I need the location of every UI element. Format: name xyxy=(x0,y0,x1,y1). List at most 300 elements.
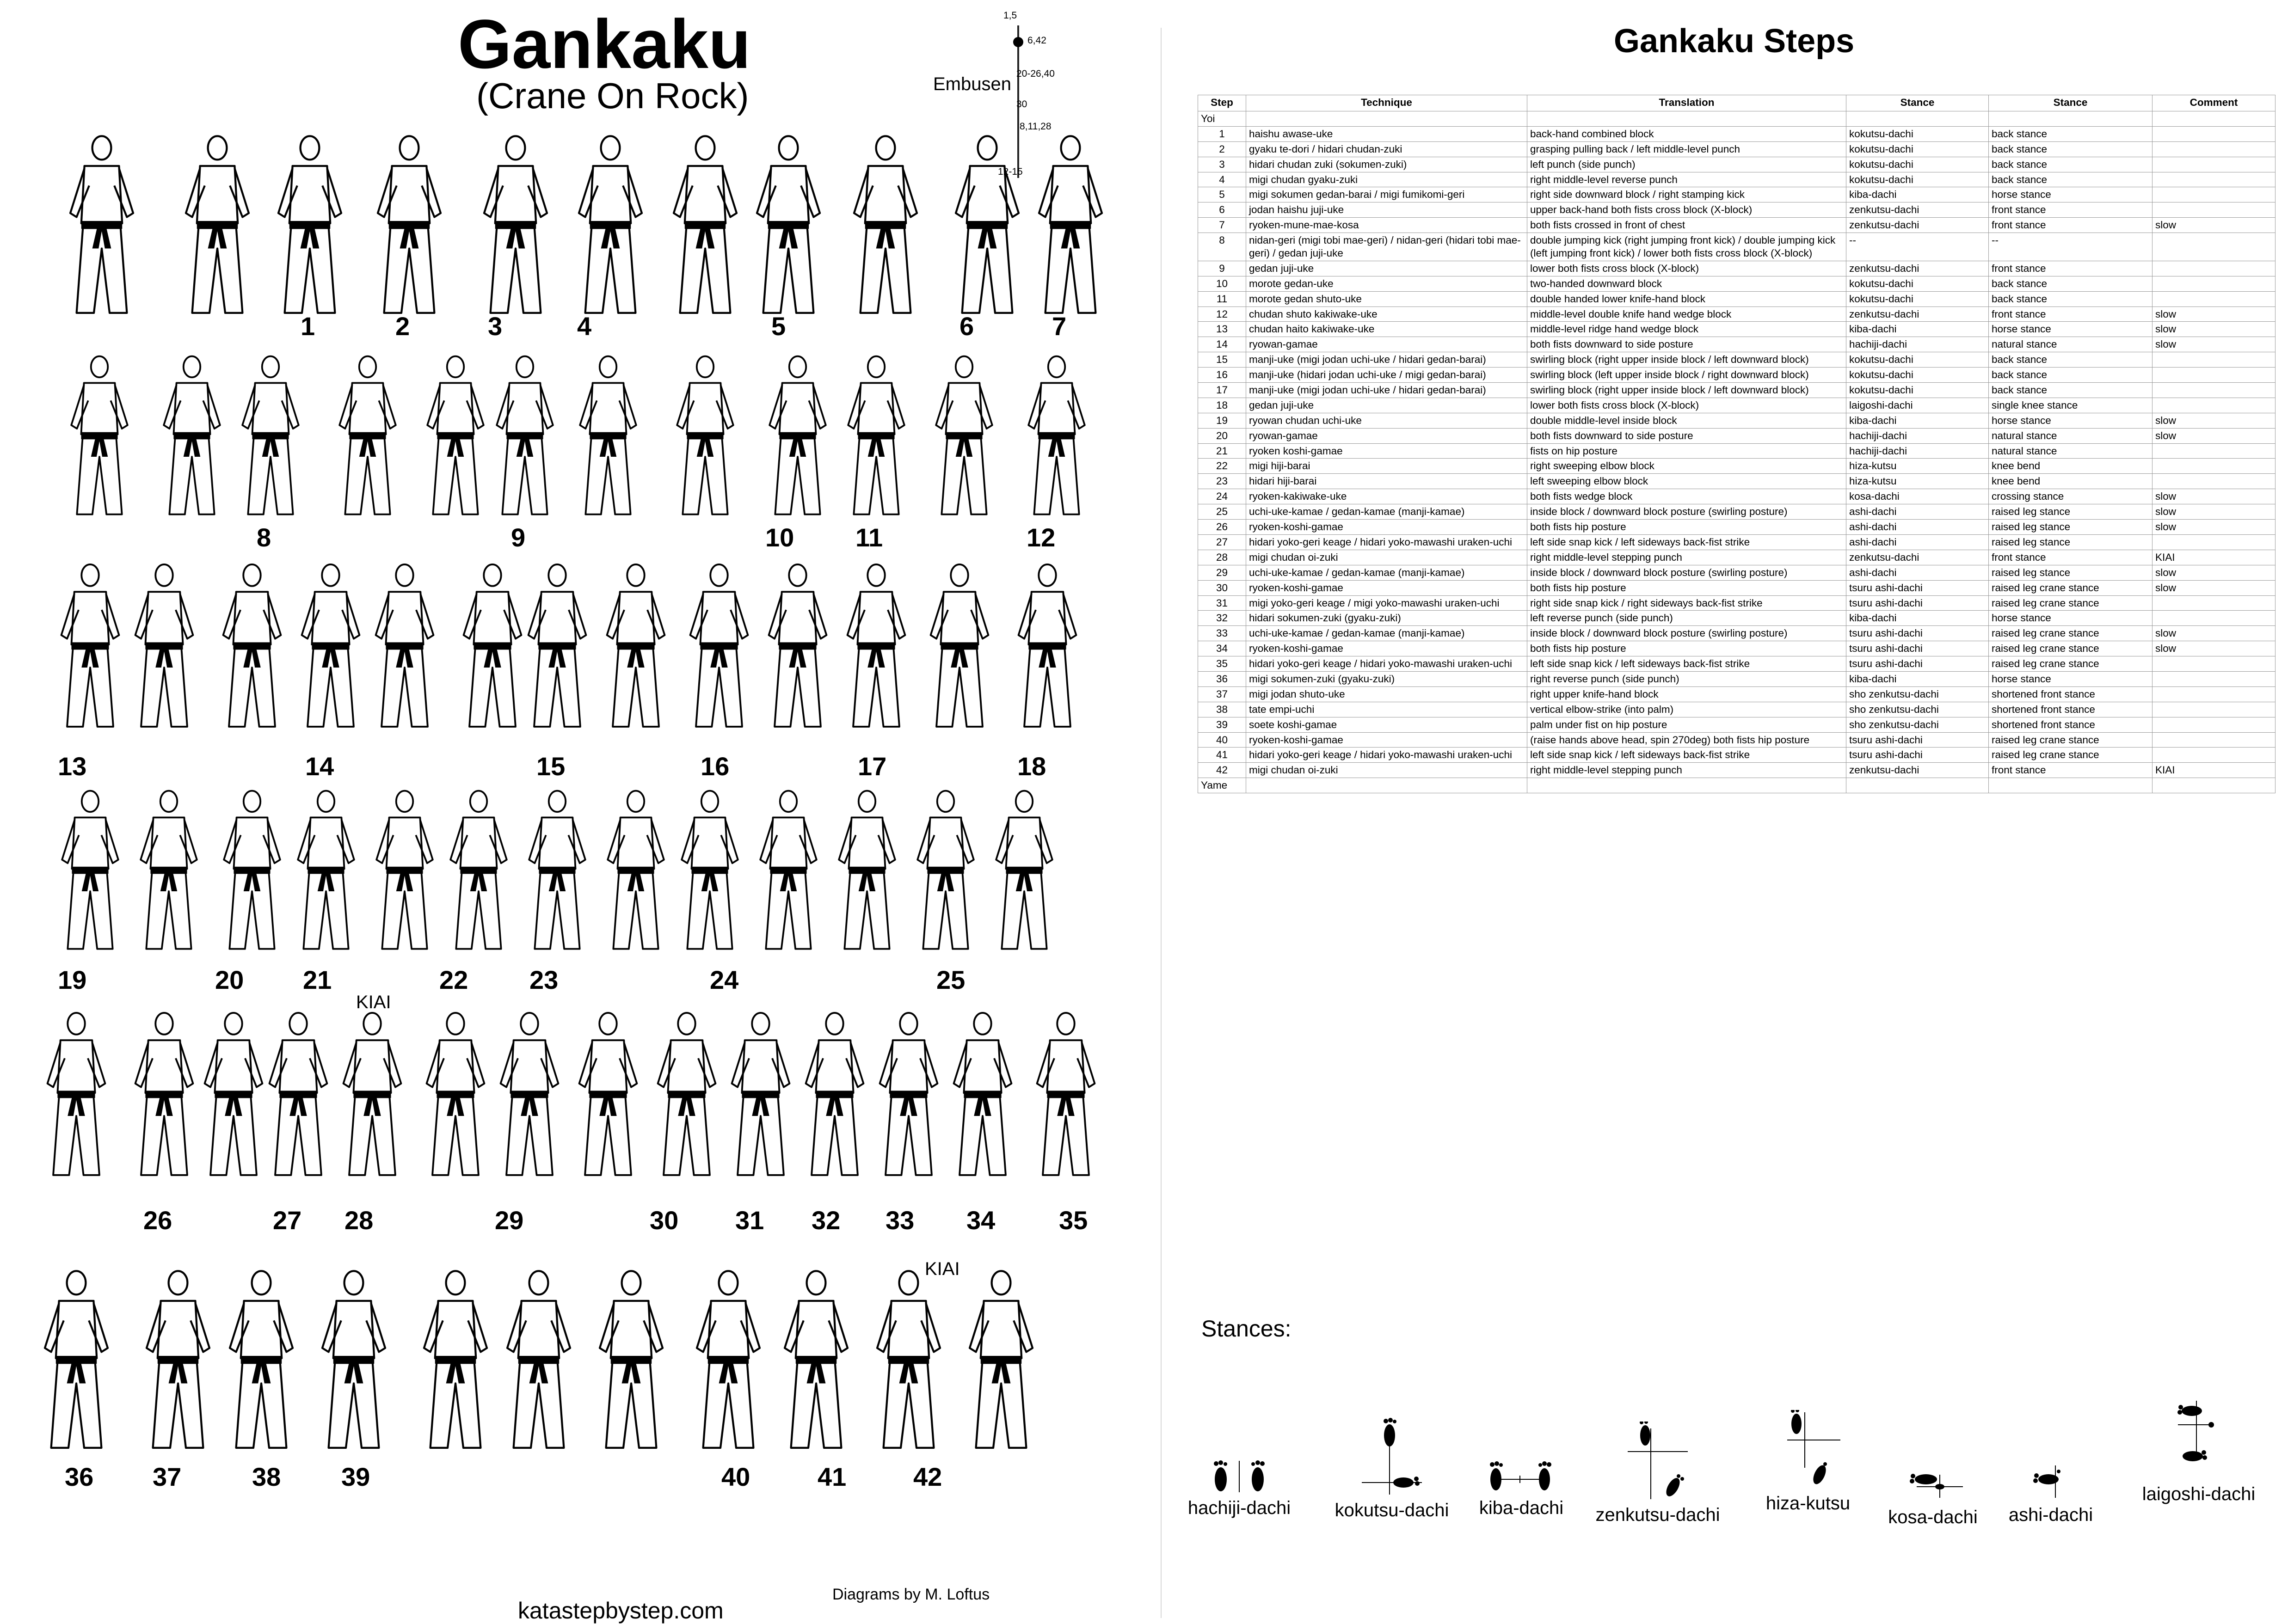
table-cell: hidari sokumen-zuki (gyaku-zuki) xyxy=(1246,611,1527,626)
table-cell: left side snap kick / left sideways back-fist strike xyxy=(1527,534,1846,550)
stance-zenkutsu-dachi xyxy=(1595,1422,1720,1528)
step-cell: 18 xyxy=(1198,398,1246,413)
stance-label: kosa-dachi xyxy=(1888,1507,1978,1527)
table-cell: middle-level ridge hand wedge block xyxy=(1527,322,1846,337)
table-cell xyxy=(2153,702,2276,717)
step-cell: 29 xyxy=(1198,565,1246,580)
karateka-figure-icon xyxy=(314,1262,393,1465)
table-row xyxy=(1198,641,2276,656)
karateka-figure-icon xyxy=(213,559,291,740)
table-cell: kiba-dachi xyxy=(1846,671,1989,686)
table-row xyxy=(1198,520,2276,535)
embusen-mark: 8,11,28 xyxy=(1020,121,1052,132)
table-cell xyxy=(1246,778,1527,793)
karateka-figure-icon xyxy=(490,1008,569,1188)
table-cell: morote gedan-uke xyxy=(1246,276,1527,291)
table-cell: zenkutsu-dachi xyxy=(1846,306,1989,322)
table-cell xyxy=(2153,261,2276,276)
step-number: 4 xyxy=(577,312,592,341)
karateka-figure-icon xyxy=(925,351,1003,527)
table-cell: swirling block (right upper inside block / left downward block) xyxy=(1527,352,1846,368)
table-row xyxy=(1198,306,2276,322)
karateka-figure-icon xyxy=(153,351,231,527)
table-header-row xyxy=(1198,95,2276,111)
embusen-mark: 30 xyxy=(1016,99,1027,110)
kata-title: Gankaku xyxy=(458,5,751,83)
table-cell: ryowan-gamae xyxy=(1246,337,1527,352)
table-cell: ashi-dachi xyxy=(1846,504,1989,520)
table-cell: hidari yoko-geri keage / hidari yoko-mawashi uraken-uchi xyxy=(1246,656,1527,672)
karateka-figure-icon xyxy=(213,786,291,962)
embusen-mark: 6,42 xyxy=(1027,35,1046,46)
table-cell: double middle-level inside block xyxy=(1527,413,1846,428)
table-cell: ryowan chudan uchi-uke xyxy=(1246,413,1527,428)
karateka-figure-icon xyxy=(365,559,444,740)
karateka-figure-icon xyxy=(231,351,310,527)
stance-kiba-dachi xyxy=(1459,1415,1584,1521)
table-cell: hidari hiji-barai xyxy=(1246,474,1527,489)
karateka-figure-icon xyxy=(518,559,597,740)
karateka-figure-icon xyxy=(37,1262,116,1465)
table-cell: tsuru ashi-dachi xyxy=(1846,641,1989,656)
step-cell: 6 xyxy=(1198,202,1246,218)
karateka-figure-icon xyxy=(571,129,650,328)
step-cell: 16 xyxy=(1198,368,1246,383)
table-row xyxy=(1198,489,2276,504)
karateka-figure-icon xyxy=(569,351,647,527)
karateka-figure-icon xyxy=(906,786,985,962)
karateka-figure-icon xyxy=(129,786,208,962)
table-cell xyxy=(2153,383,2276,398)
table-cell xyxy=(2153,748,2276,763)
table-cell: right side downward block / right stamping kick xyxy=(1527,187,1846,202)
table-cell xyxy=(1846,778,1989,793)
karateka-figure-icon xyxy=(795,1008,874,1188)
karateka-figure-icon xyxy=(846,129,925,328)
karateka-figure-icon xyxy=(416,351,495,527)
table-cell xyxy=(2153,276,2276,291)
table-cell: both fists downward to side posture xyxy=(1527,428,1846,443)
table-cell: inside block / downward block posture (swirling posture) xyxy=(1527,565,1846,580)
karateka-figure-icon xyxy=(139,1262,217,1465)
table-cell: sho zenkutsu-dachi xyxy=(1846,702,1989,717)
table-cell: tsuru ashi-dachi xyxy=(1846,732,1989,748)
kiba-dachi-footprint-icon xyxy=(1459,1415,1584,1493)
table-cell: single knee stance xyxy=(1989,398,2153,413)
karateka-figure-icon xyxy=(37,1008,116,1188)
table-cell: KIAI xyxy=(2153,550,2276,565)
table-cell: raised leg crane stance xyxy=(1989,626,2153,641)
table-row xyxy=(1198,413,2276,428)
table-row xyxy=(1198,656,2276,672)
table-cell: horse stance xyxy=(1989,187,2153,202)
table-cell xyxy=(2153,202,2276,218)
stance-kokutsu-dachi xyxy=(1329,1417,1454,1523)
karateka-figure-icon xyxy=(920,559,999,740)
table-row xyxy=(1198,233,2276,261)
step-number: 7 xyxy=(1052,312,1067,341)
step-cell: 26 xyxy=(1198,520,1246,535)
table-cell: back stance xyxy=(1989,126,2153,141)
step-number: 6 xyxy=(959,312,974,341)
table-cell: kiba-dachi xyxy=(1846,322,1989,337)
table-cell xyxy=(2153,443,2276,459)
step-cell: 38 xyxy=(1198,702,1246,717)
table-cell: hachiji-dachi xyxy=(1846,428,1989,443)
karateka-figure-icon xyxy=(51,559,129,740)
table-cell: both fists hip posture xyxy=(1527,641,1846,656)
step-number: 35 xyxy=(1059,1206,1088,1235)
table-cell: uchi-uke-kamae / gedan-kamae (manji-kamae) xyxy=(1246,504,1527,520)
karateka-figure-icon xyxy=(721,1008,800,1188)
table-cell: lower both fists cross block (X-block) xyxy=(1527,261,1846,276)
step-cell: 39 xyxy=(1198,717,1246,732)
table-cell: ryoken koshi-gamae xyxy=(1246,443,1527,459)
step-number: 15 xyxy=(536,752,566,781)
step-number: 42 xyxy=(913,1462,942,1491)
table-cell: uchi-uke-kamae / gedan-kamae (manji-kamae) xyxy=(1246,565,1527,580)
karateka-figure-icon xyxy=(287,786,365,962)
table-cell: double jumping kick (right jumping front kick) / double jumping kick (left jumping front kick) / lower both fists cross block (X-block) xyxy=(1527,233,1846,261)
table-cell xyxy=(2153,778,2276,793)
step-number: 34 xyxy=(966,1206,996,1235)
table-cell: gedan juji-uke xyxy=(1246,261,1527,276)
step-number: 2 xyxy=(395,312,410,341)
karateka-figure-icon xyxy=(1017,351,1096,527)
table-cell: morote gedan shuto-uke xyxy=(1246,291,1527,306)
table-cell: kiba-dachi xyxy=(1846,187,1989,202)
laigoshi-dachi-footprint-icon xyxy=(2136,1401,2261,1479)
stances-title: Stances: xyxy=(1201,1316,1292,1342)
table-cell xyxy=(2153,611,2276,626)
table-cell: ryoken-koshi-gamae xyxy=(1246,580,1527,595)
table-cell: slow xyxy=(2153,580,2276,595)
table-cell xyxy=(1527,778,1846,793)
karateka-figure-icon xyxy=(948,129,1027,328)
step-number: 5 xyxy=(771,312,786,341)
karateka-figure-icon xyxy=(666,129,744,328)
table-cell: kokutsu-dachi xyxy=(1846,276,1989,291)
table-cell: grasping pulling back / left middle-level punch xyxy=(1527,141,1846,157)
karateka-figure-icon xyxy=(125,1008,203,1188)
step-cell: 14 xyxy=(1198,337,1246,352)
step-number: 25 xyxy=(936,965,966,994)
table-cell: front stance xyxy=(1989,202,2153,218)
table-row xyxy=(1198,626,2276,641)
table-cell xyxy=(1846,111,1989,127)
table-cell: swirling block (right upper inside block / left downward block) xyxy=(1527,383,1846,398)
table-cell xyxy=(2153,717,2276,732)
table-cell: raised leg crane stance xyxy=(1989,580,2153,595)
table-cell: back stance xyxy=(1989,291,2153,306)
karateka-figure-icon xyxy=(985,786,1064,962)
table-cell: raised leg stance xyxy=(1989,565,2153,580)
table-row xyxy=(1198,474,2276,489)
table-cell: hidari yoko-geri keage / hidari yoko-mawashi uraken-uchi xyxy=(1246,748,1527,763)
table-cell: jodan haishu juji-uke xyxy=(1246,202,1527,218)
table-cell: fists on hip posture xyxy=(1527,443,1846,459)
step-cell: 5 xyxy=(1198,187,1246,202)
table-cell: ryoken-mune-mae-kosa xyxy=(1246,218,1527,233)
table-cell xyxy=(2153,686,2276,702)
karateka-figure-icon xyxy=(271,129,349,328)
table-row xyxy=(1198,202,2276,218)
step-cell: 13 xyxy=(1198,322,1246,337)
table-cell: slow xyxy=(2153,565,2276,580)
table-cell xyxy=(1527,111,1846,127)
step-cell: 27 xyxy=(1198,534,1246,550)
stance-label: ashi-dachi xyxy=(2008,1505,2093,1525)
table-cell: kosa-dachi xyxy=(1846,489,1989,504)
stance-label: laigoshi-dachi xyxy=(2142,1484,2256,1504)
step-cell: 32 xyxy=(1198,611,1246,626)
table-cell: back stance xyxy=(1989,276,2153,291)
table-row xyxy=(1198,611,2276,626)
step-number: 19 xyxy=(58,965,87,994)
karateka-figure-icon xyxy=(476,129,555,328)
embusen-mark: 1,5 xyxy=(1003,10,1017,21)
step-number: 27 xyxy=(273,1206,302,1235)
kosa-dachi-footprint-icon xyxy=(1870,1424,1995,1502)
table-cell: right reverse punch (side punch) xyxy=(1527,671,1846,686)
table-row xyxy=(1198,172,2276,187)
step-number: 22 xyxy=(439,965,468,994)
table-cell: nidan-geri (migi tobi mae-geri) / nidan-geri (hidari tobi mae-geri) / gedan juji-uke xyxy=(1246,233,1527,261)
step-cell: 2 xyxy=(1198,141,1246,157)
table-cell: tsuru ashi-dachi xyxy=(1846,580,1989,595)
table-cell xyxy=(2153,656,2276,672)
table-cell: double handed lower knife-hand block xyxy=(1527,291,1846,306)
karateka-figure-icon xyxy=(259,1008,338,1188)
step-number: 39 xyxy=(341,1462,370,1491)
step-number: 32 xyxy=(812,1206,841,1235)
table-cell: left sweeping elbow block xyxy=(1527,474,1846,489)
table-cell: gyaku te-dori / hidari chudan-zuki xyxy=(1246,141,1527,157)
column-header: Stance xyxy=(1846,95,1989,111)
column-header: Step xyxy=(1198,95,1246,111)
table-cell: inside block / downward block posture (swirling posture) xyxy=(1527,504,1846,520)
step-cell: 15 xyxy=(1198,352,1246,368)
table-cell xyxy=(2153,141,2276,157)
table-cell: knee bend xyxy=(1989,474,2153,489)
table-row xyxy=(1198,383,2276,398)
step-cell: 25 xyxy=(1198,504,1246,520)
step-cell: 21 xyxy=(1198,443,1246,459)
stance-label: hachiji-dachi xyxy=(1187,1498,1291,1518)
karateka-figure-icon xyxy=(680,559,758,740)
karateka-figure-icon xyxy=(499,1262,578,1465)
table-cell: slow xyxy=(2153,337,2276,352)
table-cell: right side snap kick / right sideways back-fist strike xyxy=(1527,595,1846,611)
table-cell: migi jodan shuto-uke xyxy=(1246,686,1527,702)
karateka-figure-icon xyxy=(486,351,564,527)
table-cell: ashi-dachi xyxy=(1846,520,1989,535)
table-cell: slow xyxy=(2153,413,2276,428)
table-row xyxy=(1198,763,2276,778)
table-cell: hiza-kutsu xyxy=(1846,459,1989,474)
stance-kosa-dachi xyxy=(1870,1424,1995,1530)
table-cell: slow xyxy=(2153,218,2276,233)
table-cell xyxy=(2153,474,2276,489)
table-cell: right middle-level stepping punch xyxy=(1527,763,1846,778)
table-cell xyxy=(2153,368,2276,383)
table-cell: migi hiji-barai xyxy=(1246,459,1527,474)
table-cell: back stance xyxy=(1989,141,2153,157)
table-cell: zenkutsu-dachi xyxy=(1846,202,1989,218)
karateka-figure-icon xyxy=(60,351,139,527)
karateka-figure-icon xyxy=(178,129,257,328)
table-cell: uchi-uke-kamae / gedan-kamae (manji-kamae) xyxy=(1246,626,1527,641)
table-cell: kiba-dachi xyxy=(1846,413,1989,428)
table-cell: natural stance xyxy=(1989,428,2153,443)
table-cell: left side snap kick / left sideways back-fist strike xyxy=(1527,748,1846,763)
column-header: Technique xyxy=(1246,95,1527,111)
table-cell: raised leg crane stance xyxy=(1989,595,2153,611)
table-cell: hiza-kutsu xyxy=(1846,474,1989,489)
table-cell: slow xyxy=(2153,322,2276,337)
step-number: 23 xyxy=(529,965,559,994)
kiai-label: KIAI xyxy=(925,1259,960,1279)
stance-hachiji-dachi xyxy=(1177,1415,1302,1521)
table-cell: hachiji-dachi xyxy=(1846,337,1989,352)
step-number: 41 xyxy=(818,1462,847,1491)
table-cell: both fists crossed in front of chest xyxy=(1527,218,1846,233)
karateka-figure-icon xyxy=(837,351,916,527)
table-cell: right upper knife-hand block xyxy=(1527,686,1846,702)
table-row xyxy=(1198,276,2276,291)
step-cell: 19 xyxy=(1198,413,1246,428)
table-cell: kokutsu-dachi xyxy=(1846,157,1989,172)
table-cell: ryoken-koshi-gamae xyxy=(1246,732,1527,748)
steps-table xyxy=(1198,95,2276,793)
step-cell: 8 xyxy=(1198,233,1246,261)
stance-laigoshi-dachi xyxy=(2136,1401,2261,1507)
column-header: Stance xyxy=(1989,95,2153,111)
step-cell: Yame xyxy=(1198,778,1246,793)
step-number: 30 xyxy=(650,1206,679,1235)
table-cell: slow xyxy=(2153,626,2276,641)
karateka-figure-icon xyxy=(1008,559,1087,740)
table-cell xyxy=(2153,157,2276,172)
step-number: 18 xyxy=(1017,752,1046,781)
stance-label: zenkutsu-dachi xyxy=(1595,1505,1720,1525)
table-cell: raised leg stance xyxy=(1989,504,2153,520)
table-cell xyxy=(1989,778,2153,793)
embusen-mark: 20-26,40 xyxy=(1016,68,1055,79)
table-cell xyxy=(2153,398,2276,413)
table-cell: migi sokumen gedan-barai / migi fumikomi-geri xyxy=(1246,187,1527,202)
table-cell xyxy=(2153,732,2276,748)
step-number: 17 xyxy=(858,752,887,781)
step-number: 38 xyxy=(252,1462,281,1491)
step-number: 20 xyxy=(215,965,244,994)
table-row xyxy=(1198,748,2276,763)
step-number: 21 xyxy=(303,965,332,994)
step-cell: 35 xyxy=(1198,656,1246,672)
step-cell: 41 xyxy=(1198,748,1246,763)
table-cell: hidari yoko-geri keage / hidari yoko-mawashi uraken-uchi xyxy=(1246,534,1527,550)
stance-label: kokutsu-dachi xyxy=(1335,1500,1449,1520)
step-number: 11 xyxy=(855,523,883,552)
table-cell: right sweeping elbow block xyxy=(1527,459,1846,474)
karateka-figure-icon xyxy=(333,1008,412,1188)
table-cell: front stance xyxy=(1989,261,2153,276)
stance-label: kiba-dachi xyxy=(1479,1498,1564,1518)
step-cell: 42 xyxy=(1198,763,1246,778)
table-cell: kokutsu-dachi xyxy=(1846,368,1989,383)
table-cell: zenkutsu-dachi xyxy=(1846,763,1989,778)
stance-ashi-dachi xyxy=(1988,1422,2113,1528)
table-row xyxy=(1198,187,2276,202)
step-cell: 31 xyxy=(1198,595,1246,611)
table-cell: natural stance xyxy=(1989,443,2153,459)
karateka-figure-icon xyxy=(647,1008,726,1188)
table-cell: right middle-level reverse punch xyxy=(1527,172,1846,187)
table-row xyxy=(1198,111,2276,127)
table-row xyxy=(1198,778,2276,793)
table-cell: sho zenkutsu-dachi xyxy=(1846,717,1989,732)
karateka-figure-icon xyxy=(777,1262,855,1465)
karateka-figure-icon xyxy=(291,559,370,740)
step-cell: 36 xyxy=(1198,671,1246,686)
table-cell xyxy=(2153,352,2276,368)
table-row xyxy=(1198,580,2276,595)
step-number: 37 xyxy=(153,1462,182,1491)
step-cell: Yoi xyxy=(1198,111,1246,127)
step-number: 40 xyxy=(721,1462,750,1491)
table-cell: horse stance xyxy=(1989,611,2153,626)
table-cell xyxy=(2153,291,2276,306)
table-cell xyxy=(1246,111,1527,127)
karateka-figure-icon xyxy=(869,1262,948,1465)
table-cell: upper back-hand both fists cross block (X-block) xyxy=(1527,202,1846,218)
table-row xyxy=(1198,428,2276,443)
karateka-figure-icon xyxy=(416,1008,495,1188)
step-cell: 20 xyxy=(1198,428,1246,443)
kiai-label: KIAI xyxy=(356,992,391,1012)
table-cell: kokutsu-dachi xyxy=(1846,172,1989,187)
table-row xyxy=(1198,671,2276,686)
karateka-figure-icon xyxy=(222,1262,301,1465)
karateka-figure-icon xyxy=(749,786,828,962)
step-number: 28 xyxy=(344,1206,374,1235)
step-cell: 17 xyxy=(1198,383,1246,398)
karateka-figure-icon xyxy=(328,351,407,527)
table-row xyxy=(1198,717,2276,732)
table-cell: front stance xyxy=(1989,306,2153,322)
table-cell: hachiji-dachi xyxy=(1846,443,1989,459)
table-cell: tsuru ashi-dachi xyxy=(1846,656,1989,672)
steps-title: Gankaku Steps xyxy=(1614,23,1855,60)
table-cell: natural stance xyxy=(1989,337,2153,352)
table-cell: raised leg crane stance xyxy=(1989,732,2153,748)
table-cell: back stance xyxy=(1989,157,2153,172)
table-cell: left side snap kick / left sideways back-fist strike xyxy=(1527,656,1846,672)
table-cell: chudan haito kakiwake-uke xyxy=(1246,322,1527,337)
table-row xyxy=(1198,702,2276,717)
table-cell: back stance xyxy=(1989,172,2153,187)
table-cell: kokutsu-dachi xyxy=(1846,383,1989,398)
karateka-figure-icon xyxy=(592,1262,670,1465)
table-cell: ashi-dachi xyxy=(1846,565,1989,580)
karateka-figure-icon xyxy=(569,1008,647,1188)
table-cell: back stance xyxy=(1989,383,2153,398)
step-cell: 30 xyxy=(1198,580,1246,595)
table-row xyxy=(1198,322,2276,337)
table-row xyxy=(1198,686,2276,702)
column-header: Comment xyxy=(2153,95,2276,111)
table-cell: left reverse punch (side punch) xyxy=(1527,611,1846,626)
